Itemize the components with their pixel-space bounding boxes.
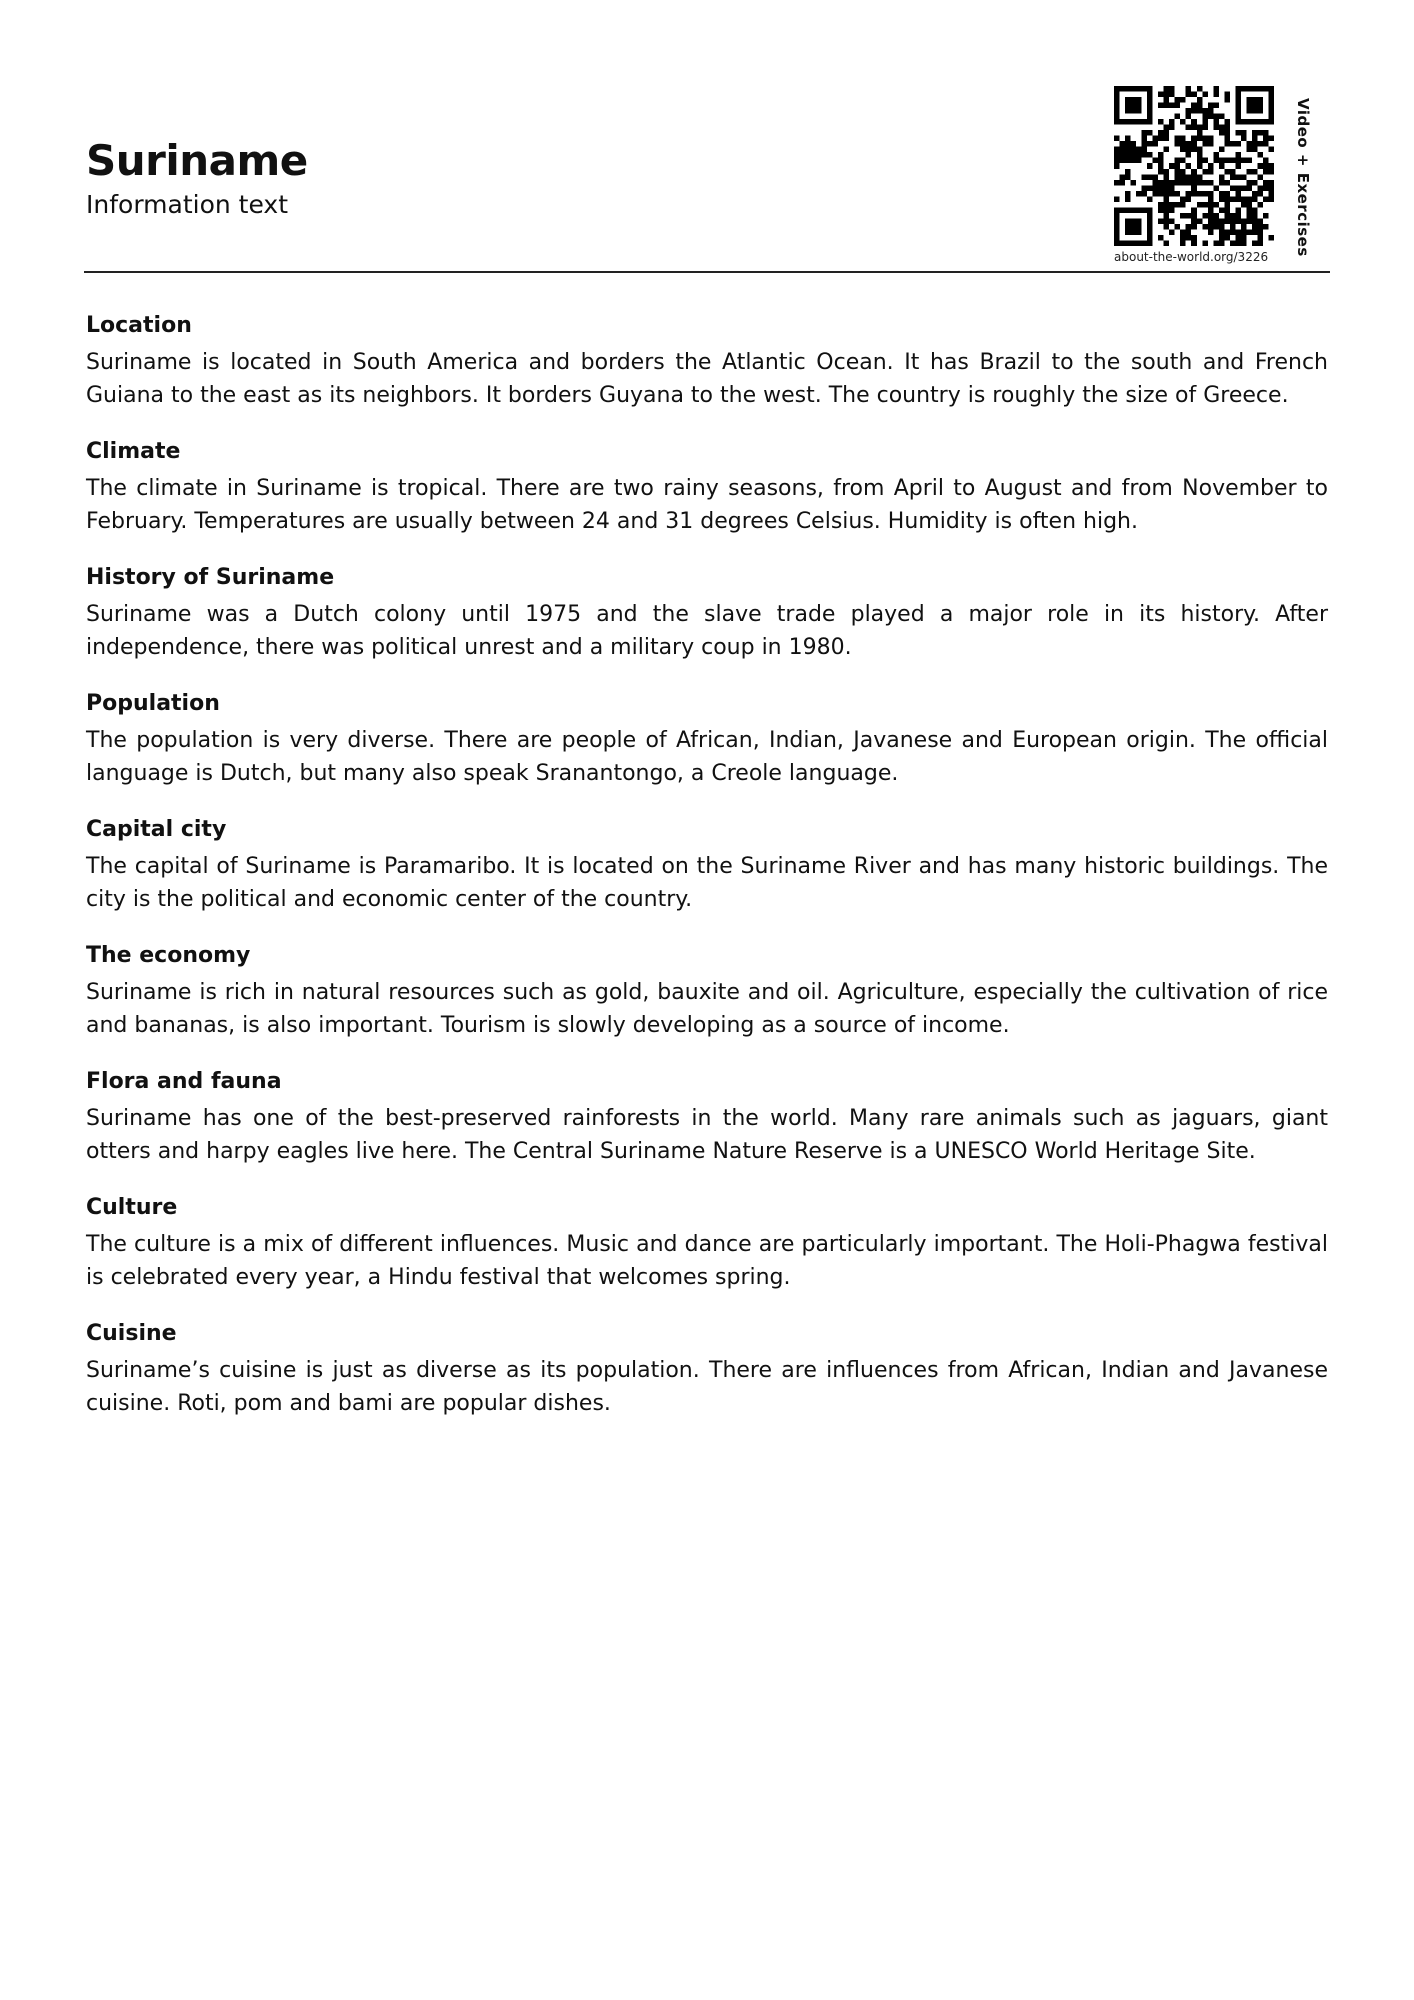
page-subtitle: Information text bbox=[86, 190, 289, 219]
page-title: Suriname bbox=[86, 136, 308, 185]
section-text: Suriname has one of the best-preserved rainforests in the world. Many rare animals such as jaguars, giant otters and harpy eagles live here. The Central Suriname Nature Reserve is a UNESCO World Heritage Site. bbox=[86, 1106, 1328, 1164]
section-text: The climate in Suriname is tropical. There are two rainy seasons, from April to August and from November to February. Temperatures are usually between 24 and 31 degrees Celsius. Humidity is often high. bbox=[86, 476, 1328, 534]
section-capital-city bbox=[86, 814, 1328, 916]
section-text: The population is very diverse. There are people of African, Indian, Javanese and European origin. The official language is Dutch, but many also speak Sranantongo, a Creole language. bbox=[86, 728, 1328, 786]
section-heading: Population bbox=[86, 691, 220, 716]
section-heading: Location bbox=[86, 313, 192, 338]
section-history bbox=[86, 562, 1328, 664]
section-text: Suriname’s cuisine is just as diverse as its population. There are influences from African, Indian and Javanese cuisine. Roti, pom and bami are popular dishes. bbox=[86, 1358, 1328, 1416]
section-heading: Culture bbox=[86, 1195, 178, 1220]
section-location bbox=[86, 310, 1328, 412]
qr-url-label[interactable]: about-the-world.org/3226 bbox=[1114, 250, 1269, 264]
video-exercises-label: Video + Exercises bbox=[1294, 98, 1312, 257]
section-text: Suriname is located in South America and borders the Atlantic Ocean. It has Brazil to the south and French Guiana to the east as its neighbors. It borders Guyana to the west. The country is roughly the size of Greece. bbox=[86, 350, 1328, 408]
section-text: Suriname is rich in natural resources such as gold, bauxite and oil. Agriculture, especially the cultivation of rice and bananas, is also important. Tourism is slowly developing as a source of income. bbox=[86, 980, 1328, 1038]
section-economy bbox=[86, 940, 1328, 1042]
section-text: The culture is a mix of different influences. Music and dance are particularly important. The Holi-Phagwa festival is celebrated every year, a Hindu festival that welcomes spring. bbox=[86, 1232, 1328, 1290]
section-heading: Capital city bbox=[86, 817, 227, 842]
section-heading: The economy bbox=[86, 943, 251, 968]
document-header bbox=[86, 86, 1328, 272]
section-population bbox=[86, 688, 1328, 790]
header-divider bbox=[84, 271, 1330, 273]
article-body bbox=[86, 310, 1328, 1444]
qr-code-icon[interactable] bbox=[1114, 86, 1274, 246]
section-heading: History of Suriname bbox=[86, 565, 335, 590]
section-heading: Flora and fauna bbox=[86, 1069, 282, 1094]
section-flora-fauna bbox=[86, 1066, 1328, 1168]
section-climate bbox=[86, 436, 1328, 538]
section-text: Suriname was a Dutch colony until 1975 and the slave trade played a major role in its history. After independence, there was political unrest and a military coup in 1980. bbox=[86, 602, 1328, 660]
qr-block[interactable] bbox=[1114, 86, 1328, 272]
section-text: The capital of Suriname is Paramaribo. It is located on the Suriname River and has many historic buildings. The city is the political and economic center of the country. bbox=[86, 854, 1328, 912]
section-culture bbox=[86, 1192, 1328, 1294]
section-cuisine bbox=[86, 1318, 1328, 1420]
section-heading: Cuisine bbox=[86, 1321, 177, 1346]
section-heading: Climate bbox=[86, 439, 181, 464]
